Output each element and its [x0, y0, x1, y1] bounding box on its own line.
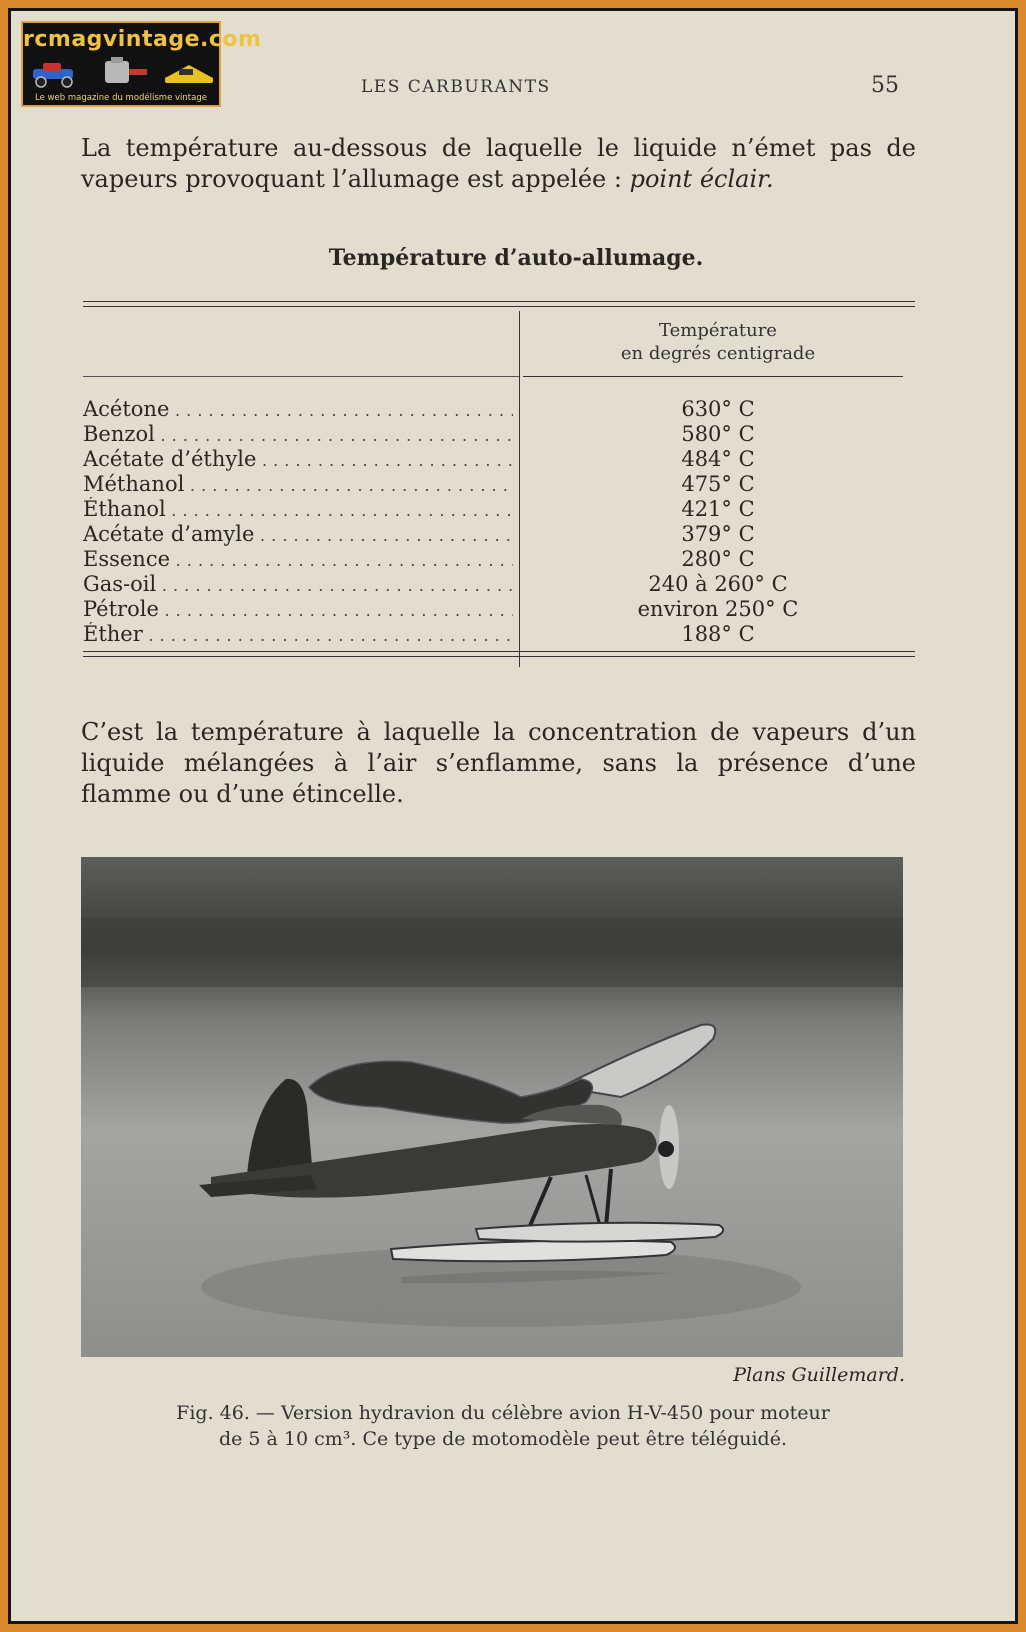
table-row — [83, 397, 913, 422]
fuel-name: Acétate d’éthyle . . . — [83, 447, 513, 473]
table-top-rule — [83, 301, 915, 302]
figure-caption-line1: Fig. 46. — Version hydravion du célèbre avion H-V-450 pour moteur — [176, 1402, 830, 1424]
temperature-table — [83, 397, 913, 647]
table-row — [83, 622, 913, 647]
table-row — [83, 547, 913, 572]
logo-models-icon — [29, 55, 215, 89]
photo-credit: Plans Guillemard. — [733, 1364, 905, 1386]
fuel-name: Méthanol . . . — [83, 472, 513, 498]
fuel-name: Éther . . . — [83, 622, 513, 648]
figure-caption — [103, 1400, 903, 1452]
fuel-name: Éthanol . . . — [83, 497, 513, 523]
table-top-rule-2 — [83, 306, 915, 307]
intro-italic-term: point éclair. — [629, 165, 774, 193]
table-row — [83, 422, 913, 447]
column-header — [523, 319, 913, 365]
table-row — [83, 522, 913, 547]
fuel-temperature: environ 250° C — [637, 597, 799, 621]
table-row — [83, 497, 913, 522]
fuel-temperature: 240 à 260° C — [648, 572, 788, 596]
seaplane-illustration — [81, 857, 903, 1357]
site-logo[interactable] — [21, 21, 262, 107]
intro-text: La température au-dessous de laquelle le liquide n’émet pas de vapeurs provoquant l’allumage est appelée : — [81, 134, 916, 193]
fuel-name: Gas-oil . . . — [83, 572, 513, 598]
fuel-name: Benzol . . . — [83, 422, 513, 448]
fuel-temperature: 379° C — [681, 522, 755, 546]
running-head: LES CARBURANTS — [361, 77, 551, 97]
table-row — [83, 572, 913, 597]
table-row — [83, 472, 913, 497]
fuel-name: Acétone . . . — [83, 397, 513, 423]
fuel-temperature: 475° C — [681, 472, 755, 496]
seaplane-photo — [81, 857, 903, 1357]
fuel-temperature: 630° C — [681, 397, 755, 421]
figure-caption-line2: de 5 à 10 cm³. Ce type de motomodèle peut être téléguidé. — [218, 1428, 788, 1450]
fuel-temperature: 421° C — [681, 497, 755, 521]
header-rule-right — [523, 376, 903, 377]
definition-paragraph: C’est la température à laquelle la concentration de vapeurs d’un liquide mélangées à l’air s’enflamme, sans la présence d’une flamme ou d’une étincelle. — [81, 718, 916, 808]
fuel-temperature: 484° C — [681, 447, 755, 471]
fuel-name: Essence . . . — [83, 547, 513, 573]
book-page — [8, 8, 1018, 1624]
logo-tagline: Le web magazine du modélisme vintage — [35, 93, 207, 103]
fuel-temperature: 280° C — [681, 547, 755, 571]
fuel-temperature: 580° C — [681, 422, 755, 446]
table-bottom-rule-2 — [83, 656, 915, 657]
header-rule-left — [83, 376, 519, 377]
fuel-temperature: 188° C — [681, 622, 755, 646]
logo-title: rcmagvintage.com — [23, 27, 262, 52]
table-row — [83, 447, 913, 472]
page-number: 55 — [871, 73, 899, 98]
column-header-line1: Température — [659, 320, 777, 341]
table-bottom-rule — [83, 651, 915, 652]
table-row — [83, 597, 913, 622]
column-header-line2: en degrés centigrade — [620, 343, 816, 364]
fuel-name: Pétrole . . . — [83, 597, 513, 623]
table-title: Température d’auto-allumage. — [328, 245, 704, 271]
fuel-name: Acétate d’amyle . . . — [83, 522, 513, 548]
intro-paragraph — [81, 133, 916, 195]
